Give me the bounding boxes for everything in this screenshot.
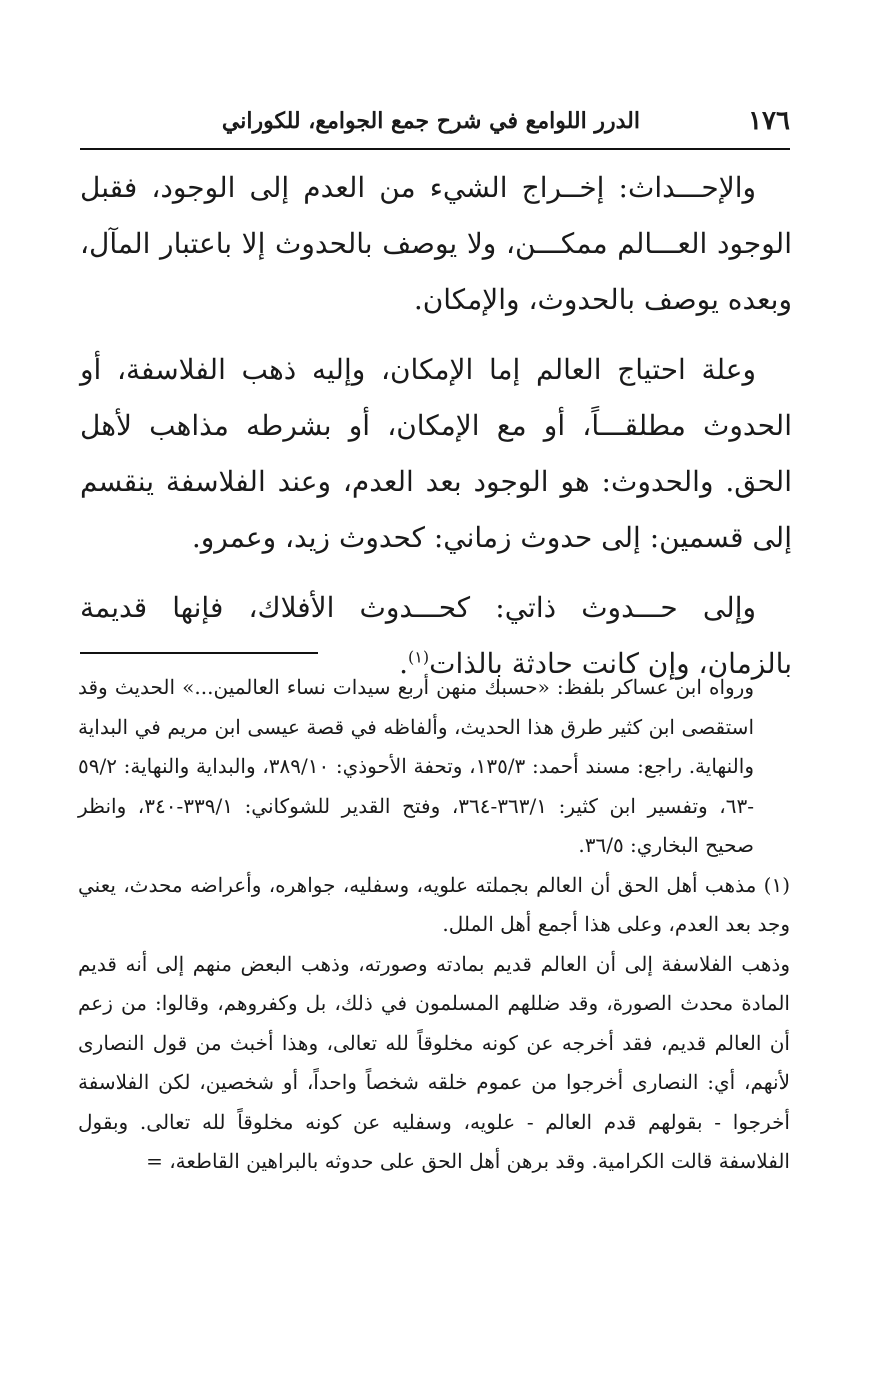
footnote-1-continued: وذهب الفلاسفة إلى أن العالم قديم بمادته وصورته، وذهب البعض منهم إلى أنه قديم المادة محدث الصورة، وقد ضللهم المسلمون في ذلك، بل وكفروهم، وقالوا: من زعم أن العالم قديم، فقد أخرجه عن كونه مخلوقاً لله تعالى، وهذا أخبث من قول النصارى لأنهم، أي: النصارى أخرجوا من عموم خلقه شخصاً واحداً، أو شخصين، لكن الفلاسفة أخرجوا - بقولهم قدم العالم - علويه، وسفليه عن كونه مخلوقاً لله تعالى. وبقول الفلاسفة قالت الكرامية. وقد برهن أهل الحق على حدوثه بالبراهين القاطعة، = bbox=[78, 951, 790, 1173]
footnotes bbox=[78, 668, 790, 1182]
page-number: ١٧٦ bbox=[748, 106, 790, 136]
header-rule bbox=[80, 148, 790, 150]
running-title: الدرر اللوامع في شرح جمع الجوامع، للكوراني bbox=[221, 108, 640, 134]
footnote-separator bbox=[80, 652, 318, 654]
footnote-marker: (١) bbox=[408, 647, 430, 667]
footnote-1: (١) مذهب أهل الحق أن العالم بجملته علويه، وسفليه، جواهره، وأعراضه محدث، يعني وجد بعد العدم، وعلى هذا أجمع أهل الملل. bbox=[78, 872, 790, 936]
paragraph-2: وعلة احتياج العالم إما الإمكان، وإليه ذهب الفلاسفة، أو الحدوث مطلقـــاً، أو مع الإمكان، أو بشرطه مذاهب لأهل الحق. والحدوث: هو الوجود بعد العدم، وعند الفلاسفة ينقسم إلى قسمين: إلى حدوث زماني: كحدوث زيد، وعمرو. bbox=[80, 353, 792, 554]
paragraph-3-text: وإلى حـــدوث ذاتي: كحـــدوث الأفلاك، فإنها قديمة بالزمان، وإن كانت حادثة بالذات bbox=[80, 591, 792, 680]
main-text bbox=[80, 160, 792, 706]
page-header bbox=[80, 106, 790, 146]
paragraph-3: وإلى حـــدوث ذاتي: كحـــدوث الأفلاك، فإنها قديمة بالزمان، وإن كانت حادثة بالذات$^{(١)}$. bbox=[80, 591, 792, 680]
footnote-continuation: ورواه ابن عساكر بلفظ: «حسبك منهن أربع سيدات نساء العالمين...» الحديث وقد استقصى ابن كثير طرق هذا الحديث، وألفاظه في قصة عيسى ابن مريم في البداية والنهاية. راجع: مسند أحمد: ١٣٥/٣، وتحفة الأحوذي: ٣٨٩/١٠، والبداية والنهاية: ٥٩/٢ -٦٣، وتفسير ابن كثير: ٣٦٣/١-٣٦٤، وفتح القدير للشوكاني: ٣٣٩/١-٣٤٠، وانظر صحيح البخاري: ٣٦/٥. bbox=[78, 675, 754, 857]
paragraph-1: والإحـــداث: إخــراج الشيء من العدم إلى الوجود، فقبل الوجود العـــالم ممكـــن، ولا يوصف بالحدوث إلا باعتبار المآل، وبعده يوصف بالحدوث، والإمكان. bbox=[80, 171, 792, 316]
